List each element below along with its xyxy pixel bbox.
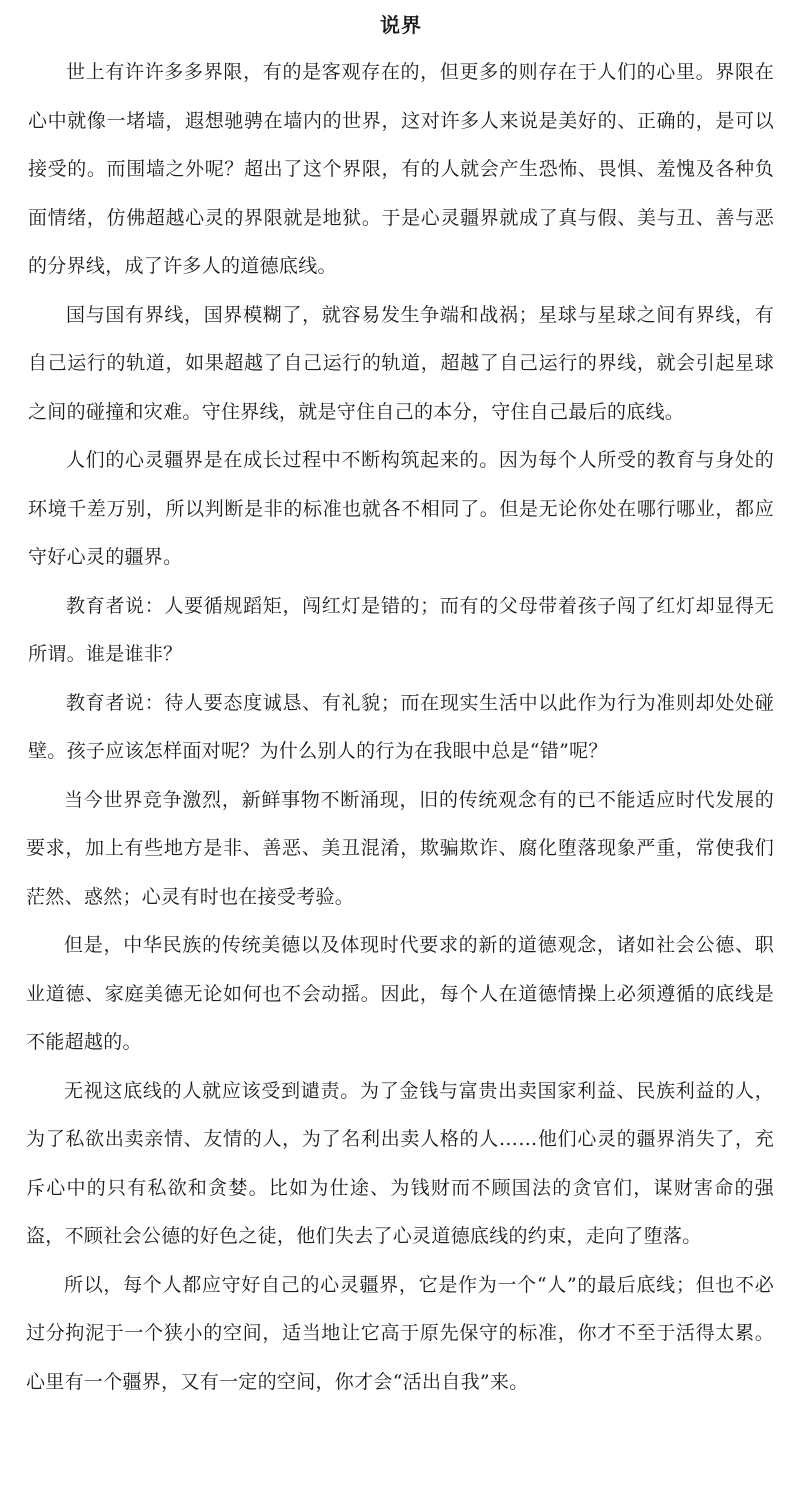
paragraph-6: 当今世界竞争激烈，新鲜事物不断涌现，旧的传统观念有的已不能适应时代发展的要求，加上有些地方是非、善恶、美丑混淆，欺骗欺诈、腐化堕落现象严重，常使我们茫然、惑然；心灵有时也在接受考验。 bbox=[26, 788, 774, 908]
paragraph-1: 世上有许许多多界限，有的是客观存在的，但更多的则存在于人们的心里。界限在心中就像一堵墙，遐想驰骋在墙内的世界，这对许多人来说是美好的、正确的，是可以接受的。而围墙之外呢？超出了这个界限，有的人就会产生恐怖、畏惧、羞愧及各种负面情绪，仿佛超越心灵的界限就是地狱。于是心灵疆界就成了真与假、美与丑、善与恶的分界线，成了许多人的道德底线。 bbox=[28, 61, 774, 277]
paragraph-3: 人们的心灵疆界是在成长过程中不断构筑起来的。因为每个人所受的教育与身处的环境千差万别，所以判断是非的标准也就各不相同了。但是无论你处在哪行哪业，都应守好心灵的疆界。 bbox=[28, 449, 774, 568]
paragraph-7: 但是，中华民族的传统美德以及体现时代要求的新的道德观念，诸如社会公德、职业道德、家庭美德无论如何也不会动摇。因此，每个人在道德情操上必须遵循的底线是不能超越的。 bbox=[26, 934, 774, 1053]
paragraph-9: 所以，每个人都应守好自己的心灵疆界，它是作为一个“人”的最后底线；但也不必过分拘泥于一个狭小的空间，适当地让它高于原先保守的标准，你才不至于活得太累。心里有一个疆界，又有一定的空间，你才会“活出自我”来。 bbox=[26, 1273, 774, 1393]
paragraph-8: 无视这底线的人就应该受到谴责。为了金钱与富贵出卖国家利益、民族利益的人，为了私欲出卖亲情、友情的人，为了名利出卖人格的人……他们心灵的疆界消失了，充斥心中的只有私欲和贪婪。比如为仕途、为钱财而不顾国法的贪官们，谋财害命的强盗，不顾社会公德的好色之徒，他们失去了心灵道德底线的约束，走向了堕落。 bbox=[26, 1079, 774, 1247]
paragraph-2: 国与国有界线，国界模糊了，就容易发生争端和战祸；星球与星球之间有界线，有自己运行的轨道，如果超越了自己运行的轨道，超越了自己运行的界线，就会引起星球之间的碰撞和灾难。守住界线，就是守住自己的本分，守住自己最后的底线。 bbox=[28, 303, 774, 423]
paragraph-4: 教育者说：人要循规蹈矩，闯红灯是错的；而有的父母带着孩子闯了红灯却显得无所谓。谁是谁非？ bbox=[28, 594, 774, 665]
document-title: 说界 bbox=[380, 13, 422, 37]
paragraph-5: 教育者说：待人要态度诚恳、有礼貌；而在现实生活中以此作为行为准则却处处碰壁。孩子应该怎样面对呢？为什么别人的行为在我眼中总是“错”呢？ bbox=[28, 691, 774, 762]
